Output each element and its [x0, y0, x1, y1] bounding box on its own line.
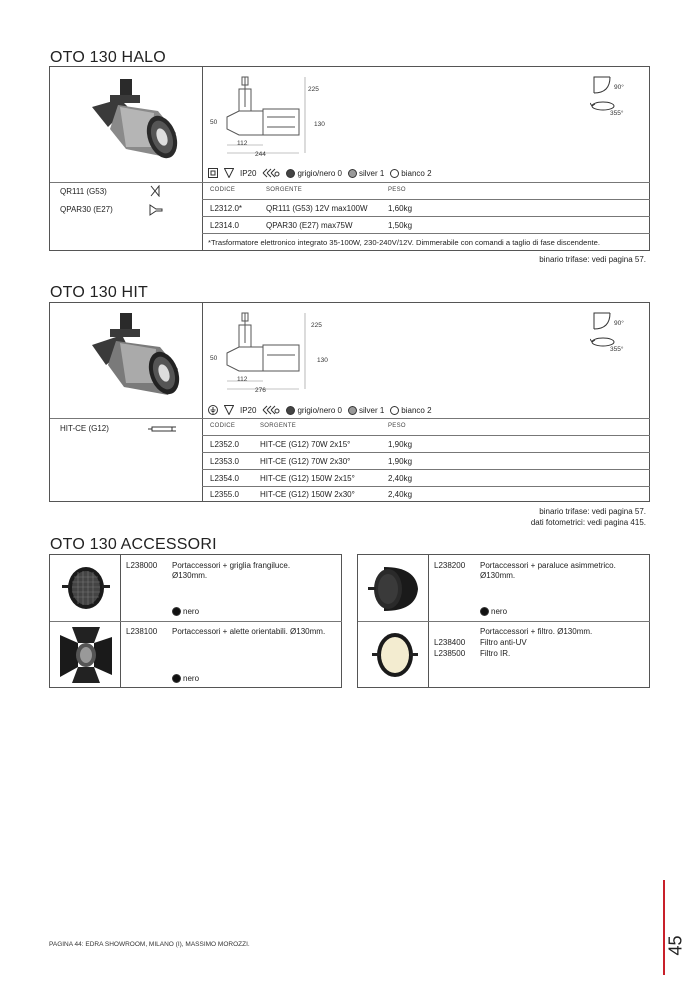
acc-left-box	[49, 554, 342, 688]
hit-row-2-weight: 2,40kg	[388, 474, 413, 483]
halo-row-0-weight: 1,60kg	[388, 204, 413, 213]
acc-3-desc: Portaccessori + filtro. Ø130mm.	[480, 627, 593, 636]
halo-note: *Trasformatore elettronico integrato 35-100W, 230-240V/12V. Dimmerabile con comandi a taglio di fase discendente.	[208, 238, 601, 247]
halo-spec-box	[49, 66, 650, 251]
qpar30-lamp-icon	[148, 204, 164, 216]
tilt-rotation-icon	[590, 309, 614, 333]
halo-ip-rating: IP20	[240, 168, 257, 178]
halo-source-0: QR111 (G53)	[60, 187, 107, 196]
acc-2-color: nero	[480, 607, 507, 616]
accent-bar	[663, 880, 665, 975]
halo-dim-height: 225	[308, 86, 319, 93]
halo-row-1-weight: 1,50kg	[388, 221, 413, 230]
hit-spec-box	[49, 302, 650, 502]
halo-dim-w3: 244	[255, 151, 266, 158]
acc-3-code-b: L238500	[434, 649, 466, 658]
halo-header-source: SORGENTE	[266, 187, 303, 193]
ballast-icon	[262, 405, 280, 415]
hit-row-2-source: HIT-CE (G12) 150W 2x15°	[260, 474, 355, 483]
hit-header-weight: PESO	[388, 423, 406, 429]
halo-ref: binario trifase: vedi pagina 57.	[539, 255, 646, 264]
acc-title: OTO 130 ACCESSORI	[50, 536, 217, 553]
page-number: 45	[665, 935, 686, 956]
hit-row-1-code: L2353.0	[210, 457, 239, 466]
hit-dim-w2: 112	[237, 376, 248, 383]
asymmetric-visor-accessory-image	[366, 563, 422, 615]
barn-doors-accessory-image	[56, 625, 116, 685]
halo-dim-w1: 50	[210, 119, 218, 126]
hit-dim-w3: 276	[255, 387, 266, 394]
hit-row-3-code: L2355.0	[210, 490, 239, 499]
filter-accessory-image	[370, 629, 420, 681]
hit-color-1: silver 1	[348, 406, 384, 415]
halo-product-image	[80, 77, 190, 177]
acc-0-code: L238000	[126, 561, 158, 570]
acc-2-desc: Portaccessori + paraluce asimmetrico.	[480, 561, 616, 570]
hit-header-source: SORGENTE	[260, 423, 297, 429]
halo-source-1: QPAR30 (E27)	[60, 205, 113, 214]
hit-icons-row	[208, 405, 432, 415]
acc-1-color: nero	[172, 674, 199, 683]
hit-row-0-code: L2352.0	[210, 440, 239, 449]
hit-pan-label: 355°	[610, 346, 624, 353]
footer-caption: PAGINA 44: EDRA SHOWROOM, MILANO (I), MASSIMO MOROZZI.	[49, 941, 250, 948]
halo-icons-row	[208, 168, 432, 178]
halo-header-code: CODICE	[210, 187, 236, 193]
hit-row-3-source: HIT-CE (G12) 150W 2x30°	[260, 490, 355, 499]
f-mark-icon	[224, 405, 234, 415]
halo-pan-label: 355°	[610, 110, 624, 117]
hit-ref-1: binario trifase: vedi pagina 57.	[539, 507, 646, 516]
hit-color-0: grigio/nero 0	[286, 406, 341, 415]
hit-dim-h2: 130	[317, 357, 328, 364]
hit-row-1-source: HIT-CE (G12) 70W 2x30°	[260, 457, 351, 466]
acc-3-desc-a: Filtro anti-UV	[480, 638, 527, 647]
tilt-rotation-icon	[590, 73, 614, 97]
earth-ground-icon	[208, 405, 218, 415]
hit-dim-height: 225	[311, 322, 322, 329]
hit-tilt-label: 90°	[614, 320, 624, 327]
hit-title: OTO 130 HIT	[50, 284, 148, 301]
halo-row-0-code: L2312.0*	[210, 204, 243, 213]
honeycomb-grid-accessory-image	[60, 563, 112, 613]
acc-1-code: L238100	[126, 627, 158, 636]
hit-row-0-source: HIT-CE (G12) 70W 2x15°	[260, 440, 351, 449]
halo-row-1-source: QPAR30 (E27) max75W	[266, 221, 353, 230]
hit-dim-w1: 50	[210, 355, 218, 362]
halo-row-1-code: L2314.0	[210, 221, 239, 230]
acc-3-code-a: L238400	[434, 638, 466, 647]
hit-row-2-code: L2354.0	[210, 474, 239, 483]
hit-row-3-weight: 2,40kg	[388, 490, 413, 499]
halo-color-1: silver 1	[348, 169, 384, 178]
hit-color-2: bianco 2	[390, 406, 431, 415]
halo-header-weight: PESO	[388, 187, 406, 193]
halo-dim-w2: 112	[237, 140, 248, 147]
acc-right-box	[357, 554, 650, 688]
hit-lamp-icon	[148, 425, 178, 433]
halo-row-0-source: QR111 (G53) 12V max100W	[266, 204, 368, 213]
acc-0-desc: Portaccessori + griglia frangiluce.	[172, 561, 291, 570]
hit-source: HIT-CE (G12)	[60, 424, 109, 433]
halo-color-2: bianco 2	[390, 169, 431, 178]
halo-dim-h2: 130	[314, 121, 325, 128]
halo-color-0: grigio/nero 0	[286, 169, 341, 178]
qr111-lamp-icon	[148, 185, 162, 197]
acc-2-desc2: Ø130mm.	[480, 571, 516, 580]
hit-product-image	[80, 311, 190, 411]
hit-ref-2: dati fotometrici: vedi pagina 415.	[530, 518, 646, 527]
double-insulation-icon	[208, 168, 218, 178]
acc-3-desc-b: Filtro IR.	[480, 649, 511, 658]
transformer-icon	[262, 168, 280, 178]
acc-0-color: nero	[172, 607, 199, 616]
halo-title: OTO 130 HALO	[50, 49, 166, 66]
hit-row-1-weight: 1,90kg	[388, 457, 413, 466]
hit-row-0-weight: 1,90kg	[388, 440, 413, 449]
f-mark-icon	[224, 168, 234, 178]
acc-0-desc2: Ø130mm.	[172, 571, 208, 580]
acc-2-code: L238200	[434, 561, 466, 570]
halo-tilt-label: 90°	[614, 84, 624, 91]
acc-1-desc: Portaccessori + alette orientabili. Ø130mm.	[172, 627, 326, 636]
hit-ip-rating: IP20	[240, 405, 257, 415]
hit-header-code: CODICE	[210, 423, 236, 429]
